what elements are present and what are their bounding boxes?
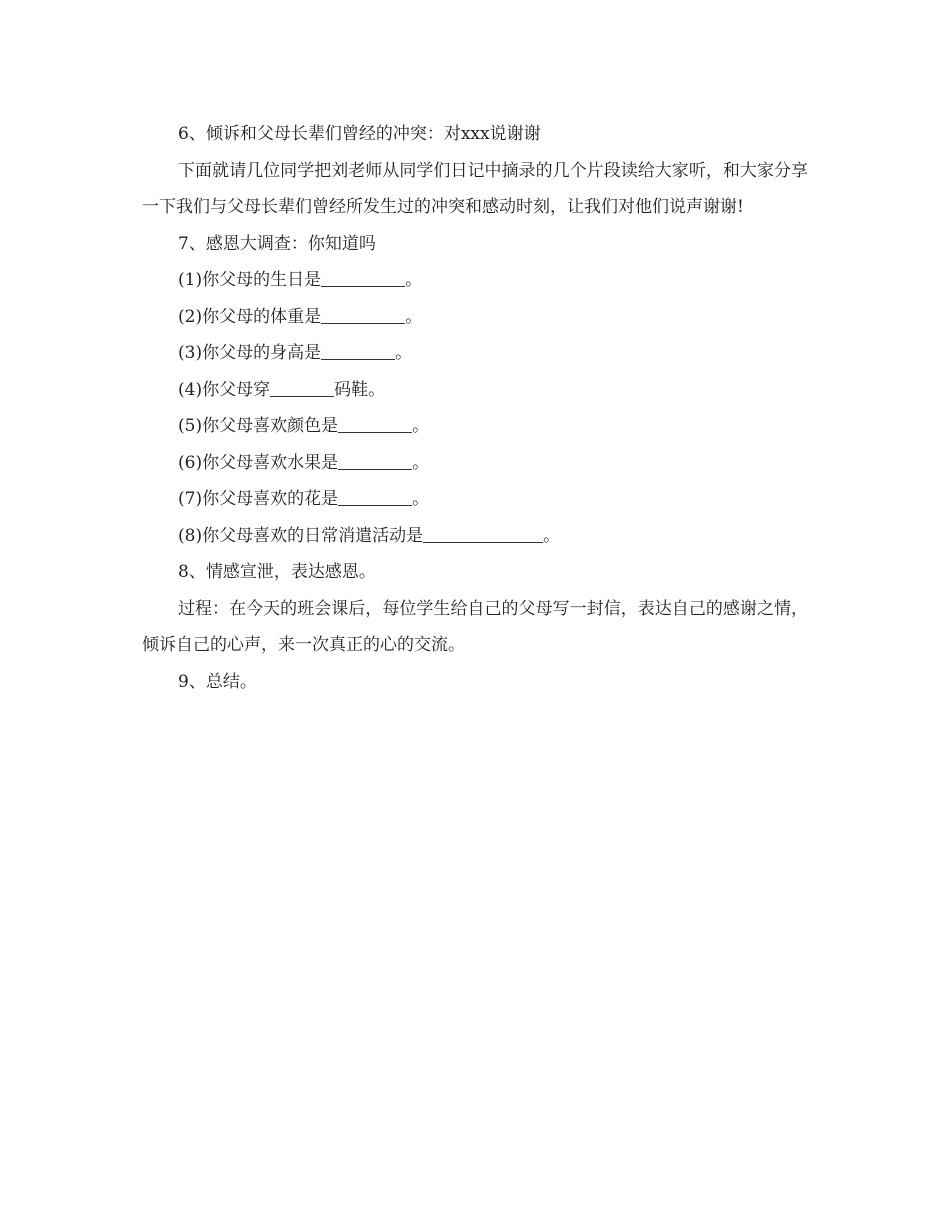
survey-item-7-blank xyxy=(338,487,412,506)
survey-item-5-prompt: (5)你父母喜欢颜色是 xyxy=(178,416,339,436)
survey-item-6 xyxy=(142,445,808,482)
survey-item-7-prompt: (7)你父母喜欢的花是 xyxy=(178,489,339,509)
survey-item-3-blank xyxy=(321,341,395,360)
survey-item-8-blank xyxy=(423,524,543,543)
survey-item-4-blank xyxy=(270,378,334,397)
survey-item-6-prompt: (6)你父母喜欢水果是 xyxy=(178,452,339,473)
document-body xyxy=(142,116,808,700)
survey-item-3-suffix: 。 xyxy=(395,343,413,363)
survey-item-7 xyxy=(142,481,808,518)
survey-item-4 xyxy=(142,372,808,409)
survey-item-2-suffix: 。 xyxy=(405,306,423,327)
survey-item-2 xyxy=(142,299,808,336)
survey-item-1 xyxy=(142,262,808,299)
survey-item-4-suffix: 码鞋。 xyxy=(334,379,386,400)
survey-item-3-prompt: (3)你父母的身高是 xyxy=(178,343,322,363)
survey-item-4-prompt: (4)你父母穿 xyxy=(178,379,271,400)
survey-item-8-prompt: (8)你父母喜欢的日常消遣活动是 xyxy=(178,525,424,546)
survey-item-1-prompt: (1)你父母的生日是 xyxy=(178,270,322,290)
item-7-heading: 7、感恩大调查：你知道吗 xyxy=(178,233,376,254)
item-6-heading: 6、倾诉和父母长辈们曾经的冲突：对xxx说谢谢 xyxy=(178,124,541,144)
survey-item-7-suffix: 。 xyxy=(412,489,430,509)
survey-item-1-blank xyxy=(321,268,405,287)
survey-item-2-prompt: (2)你父母的体重是 xyxy=(178,306,322,327)
item-8-paragraph: 过程：在今天的班会课后，每位学生给自己的父母写一封信，表达自己的感谢之情，倾诉自己的心声，来一次真正的心的交流。 xyxy=(142,598,808,655)
survey-item-2-blank xyxy=(321,305,405,324)
survey-item-6-blank xyxy=(338,451,412,470)
survey-item-5-suffix: 。 xyxy=(412,416,430,436)
survey-item-5-blank xyxy=(338,414,412,433)
survey-item-1-suffix: 。 xyxy=(405,270,423,290)
survey-item-5 xyxy=(142,408,808,445)
item-6-paragraph: 下面就请几位同学把刘老师从同学们日记中摘录的几个片段读给大家听，和大家分享一下我们与父母长辈们曾经所发生过的冲突和感动时刻，让我们对他们说声谢谢! xyxy=(142,160,808,217)
survey-item-8-suffix: 。 xyxy=(543,525,561,546)
item-8-heading: 8、情感宣泄，表达感恩。 xyxy=(178,562,376,582)
item-9-heading: 9、总结。 xyxy=(178,671,257,692)
survey-item-8 xyxy=(142,518,808,555)
survey-item-3 xyxy=(142,335,808,372)
survey-item-6-suffix: 。 xyxy=(412,452,430,473)
